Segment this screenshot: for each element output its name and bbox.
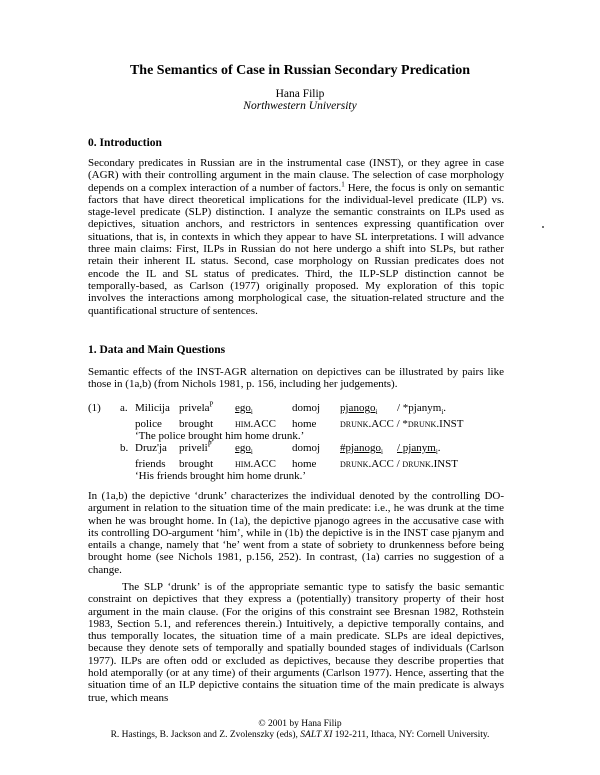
slp-paragraph: The SLP ‘drunk’ is of the appropriate semantic type to satisfy the basic semantic constraint on depictives that they express a (potentially) transitory property of their host argument in the main clause. (For the origins of this constraint see Bresnan 1982, Rothstein 1983, Section 5.1, and references therein.) Intuitively, a depictive temporally contains, and thus temporally locates, the situation time of a main predicate. SLPs are ideal depictives, because they denote sets of temporally and spatially bounded stages of individuals (Carlson 1977). ILPs are often odd or excluded as depictives, because they describe properties that hold atemporally (or at any time) of their arguments (Carlson 1977). Hence, asserting that the situation time of an ILP depictive contains the situation time of the main predicate is always true, which means — [88, 581, 504, 704]
intro-text-part-b: Here, the focus is only on semantic factors that have direct theoretical implications for the individual-level predicate (ILP) vs. stage-level predicate (SLP) distinction. I analyze the semantic constraints on ILPs used as depictives, situation anchors, and restrictors in sentences expressing quantification over situations, that is, in contexts in which they appear to have SL interpretations. I will advance three main claims: First, ILPs in Russian do not here undergo a shift into SLPs, but rather retain their inherent IL status. Second, case morphology on Russian predicates does not encode the IL and SL status of predicates. Third, the ILP-SLP distinction cannot be temporally-based, as Carlson (1977) originally proposed. My exploration of this topic involves the interactions among morphological case, the situation-related structure and the quantificational structure of sentences. — [88, 181, 504, 317]
section-heading-data: 1. Data and Main Questions — [88, 344, 226, 356]
stray-mark — [542, 226, 544, 228]
example-1b-word-3: ego$_i$ — [235, 442, 253, 457]
example-1b-label: b. — [120, 442, 129, 454]
example-1a-gloss-1: police — [135, 418, 162, 430]
example-1b-word-2: priveli$^P$ — [179, 440, 212, 454]
example-1b-gloss-5: drunk.ACC / drunk.INST — [340, 458, 459, 470]
citation-line: R. Hastings, B. Jackson and Z. Zvolenszky (eds), SALT XI 192-211, Ithaca, NY: Cornell University. — [110, 730, 490, 740]
example-number: (1) — [88, 402, 101, 414]
author-affiliation: Northwestern University — [243, 100, 357, 112]
example-1b-word-5: #pjanogo$_i$ — [340, 442, 383, 457]
data-intro-paragraph: Semantic effects of the INST-AGR alternation on depictives can be illustrated by pairs like those in (1a,b) (from Nichols 1981, p. 156, including her judgements). — [88, 366, 504, 391]
example-1b-gloss-2: brought — [179, 458, 214, 470]
section-heading-introduction: 0. Introduction — [88, 137, 162, 149]
intro-text-part-a: Secondary predicates in Russian are in the instrumental case (INST), or they agree in case (AGR) with their controlling argument in the main clause. The selection of case morphology depends on a complex interaction of a number of factors. — [88, 157, 504, 194]
example-1a-gloss-4: home — [292, 418, 317, 430]
analysis-paragraph: In (1a,b) the depictive ‘drunk’ characterizes the individual denoted by the controlling DO-argument in relation to the situation time of the main predicate: i.e., he was drunk at the time when he was brought home. In (1a), the depictive pjanogo agrees in the accusative case with its controlling DO-argument ‘him’, while in (1b) the depictive is in the INST case pjanym and entails a change, namely that ‘he’ went from a state of sobriety to drunkenness before being brought home (see Nichols 1981, p.156, 252). In contrast, (1a) carries no suggestion of a change. — [88, 490, 504, 576]
example-1a-translation: ‘The police brought him home drunk.’ — [135, 430, 305, 442]
example-1b-gloss-3: him.ACC — [235, 458, 276, 470]
example-1a-gloss-5: drunk.ACC / *drunk.INST — [340, 418, 464, 430]
example-1a-word-5: pjanogo$_i$ — [340, 402, 378, 417]
footnote-marker: 1 — [341, 179, 345, 188]
example-1a-word-1: Milicija — [135, 402, 170, 414]
example-1b-gloss-1: friends — [135, 458, 166, 470]
example-1a-word-6: / *pjanym$_i$. — [397, 402, 447, 417]
example-1b-word-4: domoj — [292, 442, 321, 454]
example-1b-gloss-4: home — [292, 458, 317, 470]
example-1a-word-3: ego$_i$ — [235, 402, 253, 417]
example-1b-word-1: Druz'ja — [135, 442, 167, 454]
example-1a-gloss-2: brought — [179, 418, 214, 430]
example-1a-word-2: privela$^P$ — [179, 400, 214, 414]
introduction-paragraph — [88, 157, 504, 317]
paper-title: The Semantics of Case in Russian Secondary Predication — [129, 63, 471, 78]
author-name: Hana Filip — [275, 88, 325, 100]
example-1b-translation: ‘His friends brought him home drunk.’ — [135, 470, 307, 482]
example-1a-word-4: domoj — [292, 402, 321, 414]
example-1b-word-6: / pjanym$_i$. — [397, 442, 441, 457]
example-1a-gloss-3: him.ACC — [235, 418, 276, 430]
copyright-line: © 2001 by Hana Filip — [258, 719, 342, 729]
example-1a-label: a. — [120, 402, 128, 414]
